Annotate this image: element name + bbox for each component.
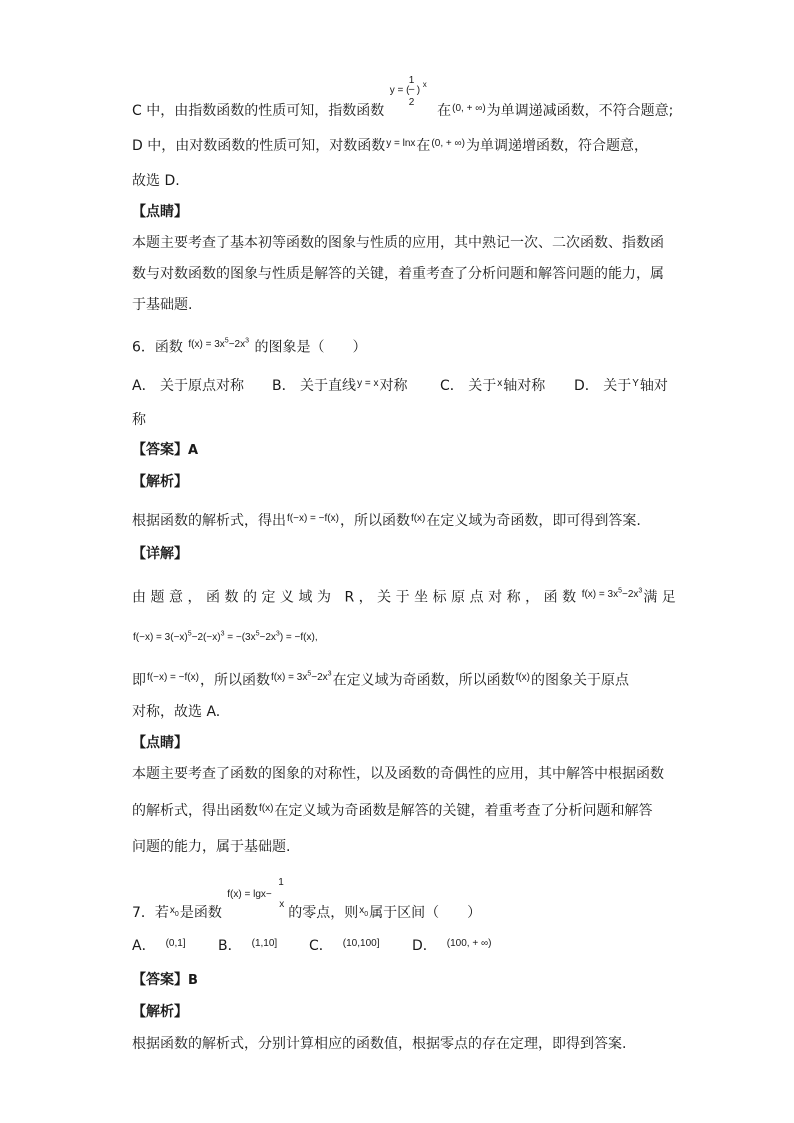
comment-5-line-3: 于基础题. [132,297,193,313]
math: (1,10] [251,938,278,949]
math: Y [632,378,639,389]
option-a: A． 关于原点对称 [132,378,245,394]
option-d [574,376,668,398]
math: 5 [187,631,192,638]
answer-value: B [188,973,198,988]
math: (0,1] [165,938,186,949]
math: 3 [638,588,643,595]
math: −2x [259,632,276,644]
math: −2x [228,339,246,351]
math: f(−x) = −f(x) [147,672,199,684]
math [359,905,368,916]
text: 6．函数 [132,339,183,356]
text: 的图象是（ ） [254,339,367,356]
math: 3 [327,671,332,678]
math: 0 [364,911,369,918]
option-d [412,936,492,958]
comment-6-line-3: 问题的能力，属于基础题. [132,839,291,855]
math: – [408,84,415,95]
comment-6-line-2 [132,801,662,823]
math: 5 [224,338,229,345]
text: A． [132,938,156,954]
text: 由题意，函数的定义域为 R，关于坐标原点对称，函数 [132,589,581,606]
text: 对称 [379,378,408,394]
dianjing-tag-2: 【点睛】 [132,735,188,751]
math: −2x [311,672,328,684]
text: 为单调递减函数，不符合题意; [486,103,674,119]
text: C． [309,938,333,954]
text: 轴对称 [503,378,546,394]
text: 的解析式，得出函数 [132,803,258,819]
text: B． 关于直线 [272,378,357,394]
math: f(x) [515,672,531,684]
text: 在 [416,138,431,154]
answer-row-6 [132,440,662,461]
answer-tag: 【答案】 [132,442,188,458]
math [188,339,249,350]
math: f(x) = lgx− [227,889,272,900]
math: −2(−x) [191,632,221,644]
text: 在定义域为奇函数是解答的关键，着重考查了分析问题和解答 [274,803,653,819]
math: y = x [357,378,379,389]
text: D 中，由对数函数的性质可知，对数函数 [132,138,386,154]
math: x [497,378,503,389]
text: 轴对 [639,378,668,394]
math: 1 [278,877,284,888]
analysis-tag-6: 【解析】 [132,474,188,490]
option-c [309,936,380,958]
option-c-explanation [132,75,674,123]
text: B． [218,938,242,954]
option-b [272,376,407,398]
math [582,589,643,600]
math [133,632,318,643]
math: = −(3x [224,632,256,644]
math: ) [416,85,421,96]
math: 3 [245,338,249,345]
exponential-function [389,75,433,115]
text: 根据函数的解析式，得出 [132,513,286,529]
math: y = lnx [386,138,416,149]
math: ) = −f(x), [279,632,318,644]
answer-tag: 【答案】 [132,972,188,988]
text: ，所以函数 [199,672,270,689]
text: C． 关于 [440,378,497,394]
detail-line-4: 对称，故选 A. [132,704,221,720]
answer-value: A [188,443,199,458]
math: f(x) = 3x [581,589,619,601]
math: 5 [255,631,260,638]
text: 的图象关于原点 [531,672,630,689]
detail-tag: 【详解】 [132,546,188,562]
math: x [169,905,175,916]
comment-5-line-2: 数与对数函数的图象与性质是解答的关键，着重考查了分析问题和解答问题的能力，属 [132,266,664,282]
math: 5 [618,588,622,595]
dianjing-tag-1: 【点睛】 [132,204,188,220]
detail-line-3 [132,669,662,692]
text: 满足 [643,589,681,606]
text: 即 [132,672,146,689]
question-7-analysis: 根据函数的解析式，分别计算相应的函数值，根据零点的存在定理，即得到答案. [132,1036,627,1052]
analysis-tag-7: 【解析】 [132,1004,188,1020]
option-a [132,936,187,958]
math [170,905,179,916]
text: D． 关于 [574,378,632,394]
math: (0, + ∞) [452,103,486,114]
math: 2 [408,97,415,108]
math: f(−x) = −f(x) [287,513,339,524]
text: ，所以函数 [339,513,410,529]
text: 在定义域为奇函数，即可得到答案. [426,513,641,529]
detail-line-2 [132,625,662,648]
comment-6-line-1: 本题主要考查了函数的图象的对称性，以及函数的奇偶性的应用，其中解答中根据函数 [132,766,664,782]
math: x [279,899,285,910]
text: D． [412,938,437,954]
text: 为单调递增函数，符合题意， [465,138,648,154]
math: −2x [622,589,639,601]
option-d-explanation [132,136,662,158]
answer-row-7 [132,970,662,991]
math: x [359,905,365,916]
math: 1 [408,75,415,86]
conclusion-5: 故选 D. [132,173,180,189]
math: f(x) = 3x [270,672,308,684]
comment-5-line-1: 本题主要考查了基本初等函数的图象与性质的应用，其中熟记一次、二次函数、指数函 [132,235,664,251]
math: y = ( [389,85,410,96]
math: (100, + ∞) [446,938,492,949]
text: 的零点，则 [288,905,359,921]
question-7-stem [132,877,662,929]
text: 在定义域为奇函数，所以函数 [332,672,515,689]
math: (0, + ∞) [431,138,465,149]
text: 7．若 [132,905,169,921]
option-c [440,376,545,398]
log-function [226,877,288,917]
question-6-stem [132,336,662,359]
text: C 中，由指数函数的性质可知，指数函数 [132,103,385,119]
text: 在 [437,103,452,119]
math: 3 [275,631,280,638]
option-d-wrap: 称 [132,412,146,428]
math [271,672,332,683]
math: f(x) = 3x [188,339,225,351]
math: (10,100] [342,938,380,949]
math: x [422,80,427,89]
text: 是函数 [179,905,222,921]
detail-line-1 [132,586,681,609]
math: f(x) [259,803,274,814]
math: f(−x) = 3(−x) [133,632,188,644]
option-b [218,936,278,958]
question-6-analysis [132,511,662,533]
math: 5 [307,671,312,678]
text: 属于区间（ ） [369,905,482,921]
math: f(x) [410,513,426,524]
math: 0 [174,911,179,918]
math: 3 [220,631,225,638]
